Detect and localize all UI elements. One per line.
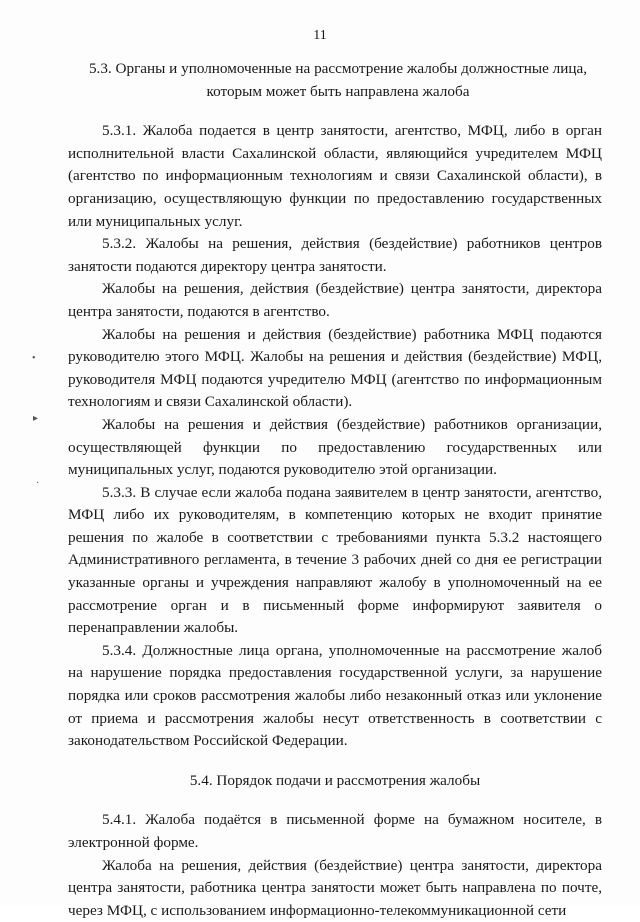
paragraph-5-3-3: 5.3.3. В случае если жалоба подана заявителем в центр занятости, агентство, МФЦ либо их руководителям, в компетенцию которых не входит принятие решения по жалобе в соответствии с требованиями пункта 5.3.2 настоящего Административного регламента, в течение 3 рабочих дней со дня ее регистрации указанные органы и учреждения направляют жалобу в уполномоченный на ее рассмотрение орган и в письменный форме информируют заявителя о перенаправлении жалобы.: [68, 483, 602, 637]
paragraph: Жалобы на решения, действия (бездействие) центра занятости, директора центра занятости, подаются в агентство.: [68, 280, 602, 320]
section-heading-5-3: 5.3. Органы и уполномоченные на рассмотрение жалобы должностные лица, которым может быть направлена жалоба: [88, 60, 588, 100]
margin-mark: ▸: [33, 413, 39, 424]
paragraph-5-3-2: 5.3.2. Жалобы на решения, действия (бездействие) работников центров занятости подаются директору центра занятости.: [68, 235, 602, 275]
paragraph-5-3-1: 5.3.1. Жалоба подается в центр занятости, агентство, МФЦ, либо в орган исполнительной власти Сахалинской области, являющийся учредителем МФЦ (агентство по информационным технологиям и связи Сахалинской области), в организацию, осуществляющую функции по предоставлению государственных или муниципальных услуг.: [68, 122, 602, 230]
paragraph-5-4-1: 5.4.1. Жалоба подаётся в письменной форме на бумажном носителе, в электронной форме.: [68, 811, 602, 851]
section-heading-5-4: 5.4. Порядок подачи и рассмотрения жалобы: [189, 771, 481, 789]
margin-mark: •: [32, 353, 36, 364]
paragraph: Жалобы на решения и действия (бездействие) работников организации, осуществляющей функции по предоставлению государственных или муниципальных услуг, подаются руководителю этой организации.: [68, 415, 602, 479]
document-body: [68, 58, 602, 922]
paragraph-5-3-4: 5.3.4. Должностные лица органа, уполномоченные на рассмотрение жалоб на нарушение порядка предоставления государственной услуги, за нарушение порядка или сроков рассмотрения жалобы либо незаконный отказ или уклонение от приема и рассмотрения жалобы несут ответственность в соответствии с законодательством Российской Федерации.: [68, 641, 602, 750]
margin-mark: ·: [36, 478, 40, 489]
paragraph: Жалоба на решения, действия (бездействие) центра занятости, директора центра занятости, работника центра занятости может быть направлена по почте, через МФЦ, с использованием информационно-телекоммуникационной сети: [68, 856, 602, 919]
paragraph: Жалобы на решения и действия (бездействие) работника МФЦ подаются руководителю этого МФЦ. Жалобы на решения и действия (бездействие) МФЦ, руководителя МФЦ подаются учредителю МФЦ (агентство по информационным технологиям и связи Сахалинской области).: [68, 325, 602, 411]
page-number: 11: [313, 28, 327, 43]
